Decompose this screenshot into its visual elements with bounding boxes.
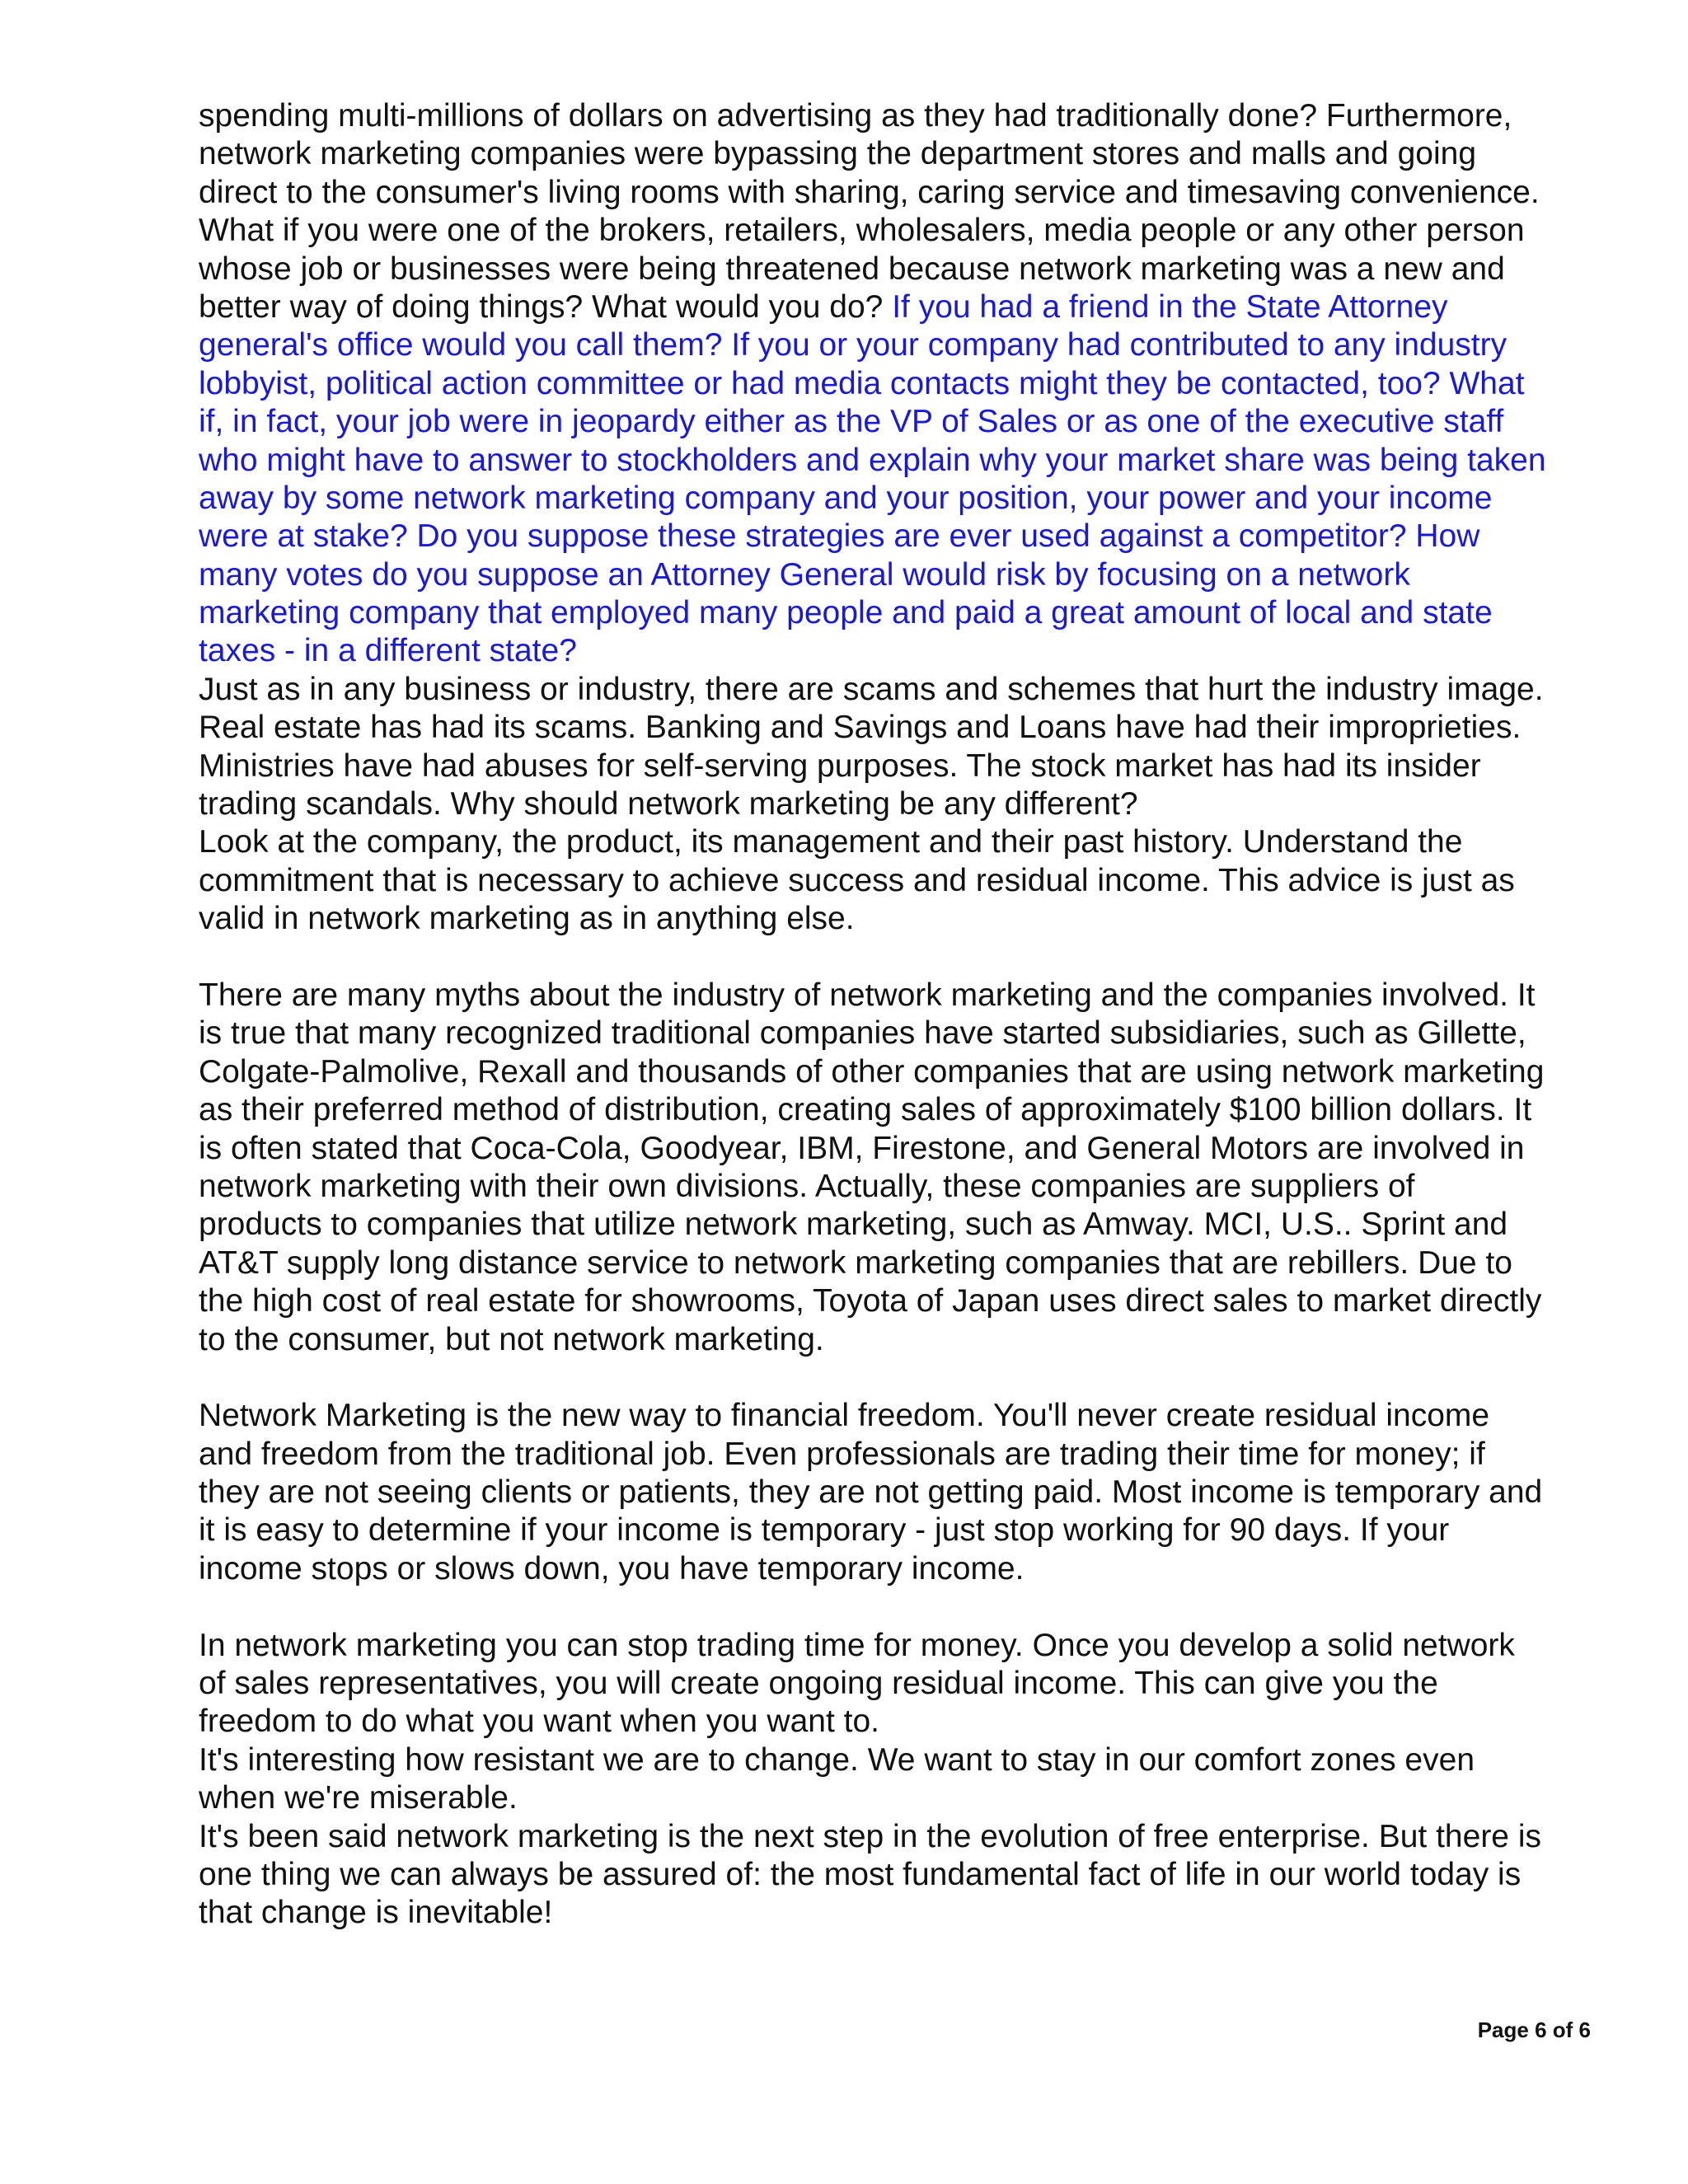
text-span: when we're miserable.: [199, 1780, 518, 1816]
text-line: [199, 174, 1600, 212]
text-span: It's interesting how resistant we are to change. We want to stay in our comfort zones even: [199, 1741, 1475, 1778]
document-body: [199, 97, 1600, 1933]
text-line: [199, 288, 1600, 326]
text-line: [199, 1779, 1600, 1817]
text-line: [199, 403, 1600, 441]
text-span: Look at the company, the product, its management and their past history. Understand the: [199, 824, 1463, 860]
text-span: the high cost of real estate for showrooms, Toyota of Japan uses direct sales to market directly: [199, 1283, 1542, 1319]
highlighted-text-span: marketing company that employed many people and paid a great amount of local and state: [199, 595, 1493, 631]
text-span: direct to the consumer's living rooms with sharing, caring service and timesaving convenience.: [199, 174, 1540, 210]
highlighted-text-span: If you had a friend in the State Attorney: [892, 288, 1448, 325]
text-span: Real estate has had its scams. Banking and Savings and Loans have had their improprieties.: [199, 710, 1522, 746]
text-line: [199, 556, 1600, 594]
highlighted-text-span: away by some network marketing company and your position, your power and your income: [199, 480, 1493, 516]
text-line: [199, 480, 1600, 518]
text-line: [199, 709, 1600, 747]
text-line: [199, 1550, 1600, 1588]
text-line: [199, 748, 1600, 785]
text-span: it is easy to determine if your income is temporary - just stop working for 90 days. If your: [199, 1512, 1450, 1549]
text-line: [199, 594, 1600, 632]
text-line: [199, 1703, 1600, 1741]
text-line: [199, 1511, 1600, 1549]
page-number: Page 6 of 6: [1477, 2018, 1591, 2042]
text-span: valid in network marketing as in anything else.: [199, 901, 855, 937]
text-line: [199, 1627, 1600, 1665]
text-line: [199, 632, 1600, 670]
text-span: Network Marketing is the new way to financial freedom. You'll never create residual income: [199, 1398, 1490, 1434]
text-span: is often stated that Coca-Cola, Goodyear, IBM, Firestone, and General Motors are involved in: [199, 1130, 1525, 1166]
paragraph-gap: [199, 1588, 1600, 1626]
text-line: [199, 1474, 1600, 1511]
text-line: [199, 518, 1600, 555]
text-line: [199, 900, 1600, 938]
text-line: [199, 1015, 1600, 1052]
text-line: [199, 1436, 1600, 1474]
paragraph-gap: [199, 939, 1600, 977]
text-span: better way of doing things? What would you do?: [199, 288, 893, 325]
text-span: Colgate-Palmolive, Rexall and thousands of other companies that are using network marketing: [199, 1053, 1545, 1090]
text-span: of sales representatives, you will create ongoing residual income. This can give you the: [199, 1666, 1438, 1702]
text-line: [199, 1741, 1600, 1779]
text-line: [199, 1244, 1600, 1282]
text-line: [199, 1130, 1600, 1168]
text-line: [199, 1894, 1600, 1932]
highlighted-text-span: who might have to answer to stockholders and explain why your market share was being taken: [199, 442, 1546, 478]
text-line: [199, 862, 1600, 900]
text-line: [199, 671, 1600, 709]
text-line: [199, 1818, 1600, 1856]
text-span: network marketing with their own divisions. Actually, these companies are suppliers of: [199, 1168, 1415, 1204]
text-span: In network marketing you can stop trading time for money. Once you develop a solid network: [199, 1627, 1515, 1663]
text-line: [199, 1856, 1600, 1894]
text-span: whose job or businesses were being threatened because network marketing was a new and: [199, 251, 1505, 287]
text-line: [199, 97, 1600, 135]
text-span: income stops or slows down, you have temporary income.: [199, 1550, 1025, 1586]
text-span: as their preferred method of distribution, creating sales of approximately $100 billion dollars. It: [199, 1092, 1532, 1128]
text-line: [199, 442, 1600, 480]
text-line: [199, 251, 1600, 288]
text-line: [199, 1665, 1600, 1703]
text-line: [199, 135, 1600, 173]
text-span: and freedom from the traditional job. Even professionals are trading their time for money; if: [199, 1436, 1485, 1472]
text-span: It's been said network marketing is the next step in the evolution of free enterprise. But there is: [199, 1818, 1541, 1854]
text-span: commitment that is necessary to achieve success and residual income. This advice is just as: [199, 862, 1515, 898]
text-line: [199, 1091, 1600, 1129]
text-line: [199, 823, 1600, 861]
text-span: network marketing companies were bypassing the department stores and malls and going: [199, 136, 1477, 172]
highlighted-text-span: lobbyist, political action committee or had media contacts might they be contacted, too? What: [199, 365, 1525, 401]
text-span: AT&T supply long distance service to network marketing companies that are rebillers. Due to: [199, 1244, 1512, 1281]
text-line: [199, 977, 1600, 1015]
text-span: to the consumer, but not network marketing.: [199, 1321, 824, 1357]
text-span: spending multi-millions of dollars on advertising as they had traditionally done? Furthermore,: [199, 98, 1512, 134]
text-span: freedom to do what you want when you want to.: [199, 1704, 879, 1740]
text-span: products to companies that utilize network marketing, such as Amway. MCI, U.S.. Sprint and: [199, 1207, 1508, 1243]
text-span: Ministries have had abuses for self-serving purposes. The stock market has had its insider: [199, 748, 1481, 784]
text-line: [199, 1053, 1600, 1091]
text-line: [199, 1168, 1600, 1206]
highlighted-text-span: were at stake? Do you suppose these strategies are ever used against a competitor? How: [199, 518, 1480, 555]
text-line: [199, 365, 1600, 403]
text-span: that change is inevitable!: [199, 1895, 553, 1931]
text-line: [199, 1321, 1600, 1359]
text-span: Just as in any business or industry, there are scams and schemes that hurt the industry image.: [199, 671, 1544, 707]
text-line: [199, 785, 1600, 823]
text-line: [199, 1282, 1600, 1320]
highlighted-text-span: if, in fact, your job were in jeopardy either as the VP of Sales or as one of the executive staff: [199, 404, 1504, 440]
text-line: [199, 212, 1600, 250]
text-line: [199, 326, 1600, 364]
text-span: trading scandals. Why should network marketing be any different?: [199, 786, 1138, 823]
text-line: [199, 1397, 1600, 1435]
text-span: is true that many recognized traditional companies have started subsidiaries, such as Gillette,: [199, 1015, 1526, 1052]
text-span: There are many myths about the industry of network marketing and the companies involved. It: [199, 977, 1536, 1013]
text-line: [199, 1206, 1600, 1244]
text-span: they are not seeing clients or patients, they are not getting paid. Most income is temporary and: [199, 1474, 1543, 1511]
highlighted-text-span: taxes - in a different state?: [199, 633, 577, 669]
text-span: one thing we can always be assured of: the most fundamental fact of life in our world today is: [199, 1856, 1522, 1892]
highlighted-text-span: general's office would you call them? If you or your company had contributed to any industry: [199, 327, 1507, 363]
highlighted-text-span: many votes do you suppose an Attorney General would risk by focusing on a network: [199, 556, 1410, 593]
text-span: What if you were one of the brokers, retailers, wholesalers, media people or any other person: [199, 213, 1525, 249]
paragraph-gap: [199, 1359, 1600, 1397]
